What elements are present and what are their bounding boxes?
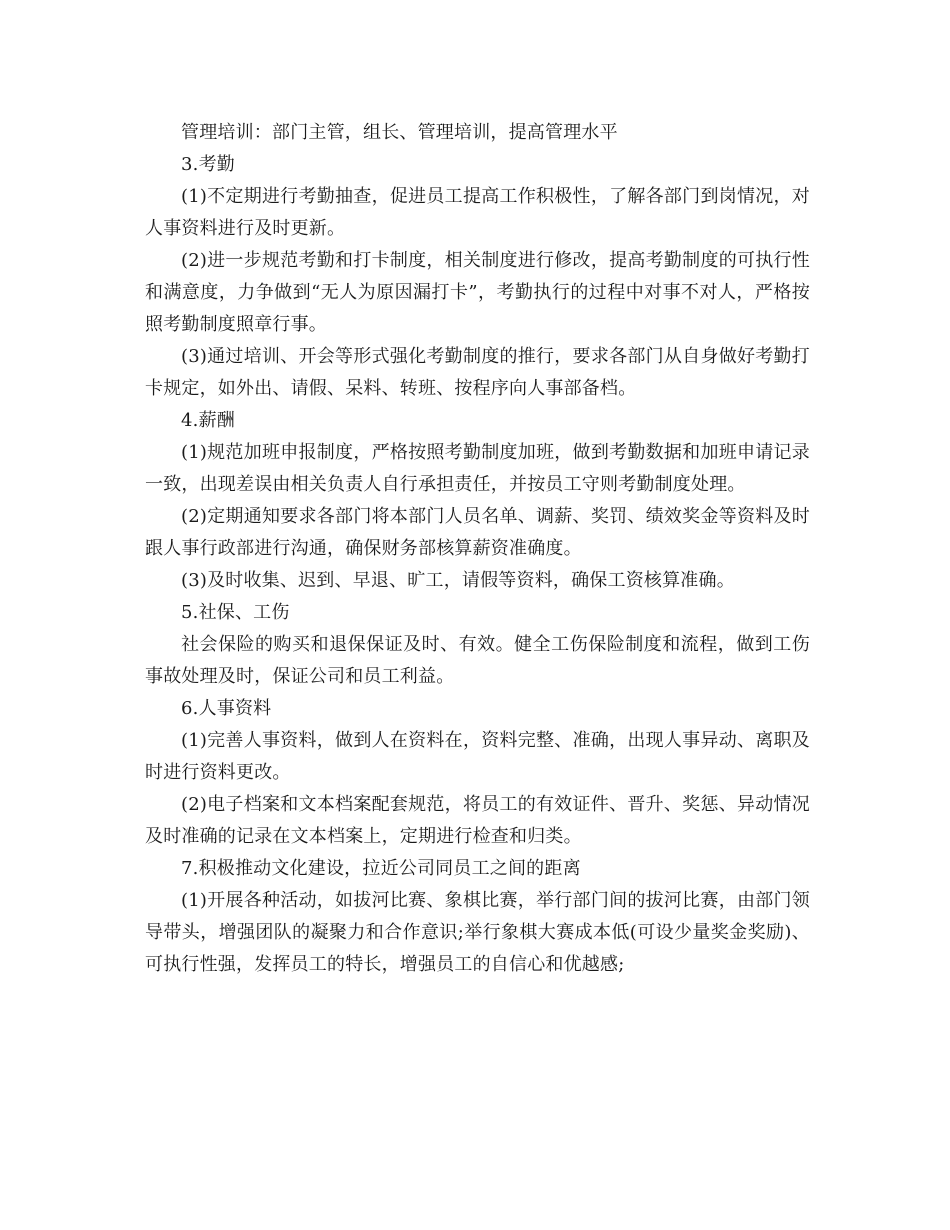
paragraph-salary-3: (3)及时收集、迟到、早退、旷工，请假等资料，确保工资核算准确。 bbox=[181, 570, 735, 591]
paragraph-personnel-records-1: (1)完善人事资料，做到人在资料在，资料完整、准确，出现人事异动、离职及时进行资料更改。 bbox=[145, 730, 810, 783]
paragraph-attendance-1: (1)不定期进行考勤抽查，促进员工提高工作积极性，了解各部门到岗情况，对人事资料进行及时更新。 bbox=[145, 186, 810, 239]
paragraph-management-training: 管理培训：部门主管，组长、管理培训，提高管理水平 bbox=[181, 122, 618, 143]
paragraph-social-insurance: 社会保险的购买和退保保证及时、有效。健全工伤保险制度和流程，做到工伤事故处理及时，保证公司和员工利益。 bbox=[145, 634, 810, 687]
heading-attendance: 3.考勤 bbox=[181, 154, 235, 175]
heading-social-insurance: 5.社保、工伤 bbox=[181, 602, 290, 623]
paragraph-salary-2: (2)定期通知要求各部门将本部门人员名单、调薪、奖罚、绩效奖金等资料及时跟人事行政部进行沟通，确保财务部核算薪资准确度。 bbox=[145, 506, 810, 559]
heading-culture-building: 7.积极推动文化建设，拉近公司同员工之间的距离 bbox=[181, 858, 581, 879]
heading-personnel-records: 6.人事资料 bbox=[181, 698, 272, 719]
paragraph-attendance-2: (2)进一步规范考勤和打卡制度，相关制度进行修改，提高考勤制度的可执行性和满意度，力争做到“无人为原因漏打卡”，考勤执行的过程中对事不对人，严格按照考勤制度照章行事。 bbox=[145, 250, 810, 335]
paragraph-salary-1: (1)规范加班申报制度，严格按照考勤制度加班，做到考勤数据和加班申请记录一致，出现差误由相关负责人自行承担责任，并按员工守则考勤制度处理。 bbox=[145, 442, 810, 495]
document-body bbox=[145, 117, 810, 981]
paragraph-culture-building-1: (1)开展各种活动，如拔河比赛、象棋比赛，举行部门间的拔河比赛，由部门领导带头，增强团队的凝聚力和合作意识;举行象棋大赛成本低(可设少量奖金奖励)、可执行性强，发挥员工的特长，增强员工的自信心和优越感; bbox=[145, 890, 810, 975]
paragraph-personnel-records-2: (2)电子档案和文本档案配套规范，将员工的有效证件、晋升、奖惩、异动情况及时准确的记录在文本档案上，定期进行检查和归类。 bbox=[145, 794, 810, 847]
heading-salary: 4.薪酬 bbox=[181, 410, 235, 431]
paragraph-attendance-3: (3)通过培训、开会等形式强化考勤制度的推行，要求各部门从自身做好考勤打卡规定，如外出、请假、呆料、转班、按程序向人事部备档。 bbox=[145, 346, 810, 399]
